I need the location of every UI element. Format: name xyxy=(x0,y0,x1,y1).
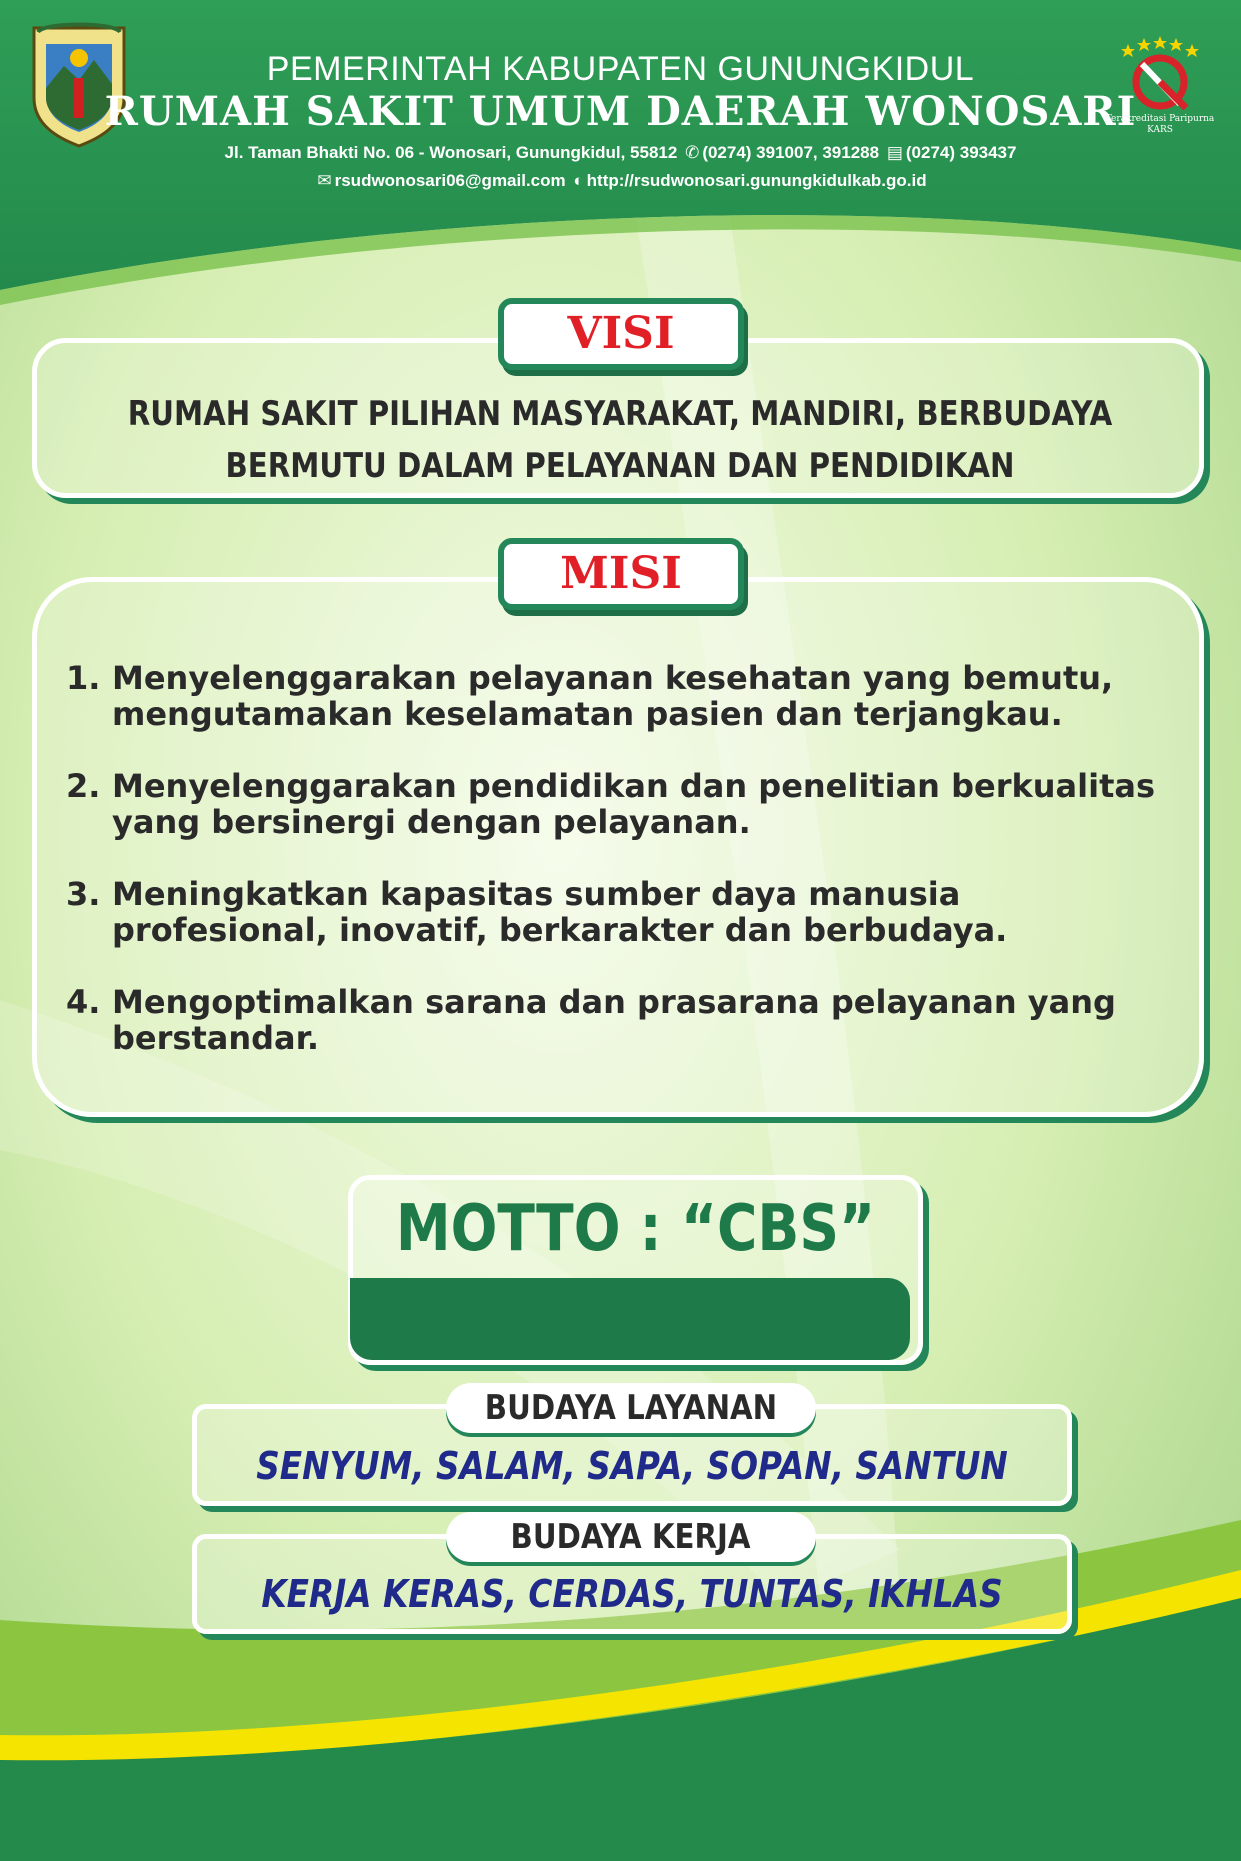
misi-item-text: Mengoptimalkan sarana dan prasarana pelayanan yang berstandar. xyxy=(112,983,1116,1057)
budaya-layanan-label xyxy=(446,1383,816,1433)
address-line xyxy=(0,143,1241,163)
misi-item-number: 3. xyxy=(66,875,101,913)
visi-line-2: BERMUTU DALAM PELAYANAN DAN PENDIDIKAN xyxy=(225,446,1015,486)
visi-line-1: RUMAH SAKIT PILIHAN MASYARAKAT, MANDIRI, BERBUDAYA xyxy=(127,394,1113,434)
budaya-layanan-label-text: BUDAYA LAYANAN xyxy=(484,1388,778,1428)
phone-text: (0274) 391007, 391288 xyxy=(702,143,880,162)
email-icon: ✉ xyxy=(317,171,332,190)
website-text: http://rsudwonosari.gunungkidulkab.go.id xyxy=(586,171,927,190)
misi-item-text: Menyelenggarakan pelayanan kesehatan yang bemutu, mengutamakan keselamatan pasien dan terjangkau. xyxy=(112,659,1114,733)
government-title: PEMERINTAH KABUPATEN GUNUNGKIDUL xyxy=(266,50,975,88)
accreditation-text: Terakreditasi Paripurna xyxy=(1105,114,1215,124)
budaya-layanan-values: SENYUM, SALAM, SAPA, SOPAN, SANTUN xyxy=(256,1444,1008,1488)
misi-item xyxy=(66,768,1186,840)
email-text: rsudwonosari06@gmail.com xyxy=(334,171,566,190)
budaya-kerja-values: KERJA KERAS, CERDAS, TUNTAS, IKHLAS xyxy=(261,1572,1003,1616)
misi-item xyxy=(66,660,1186,732)
misi-item-number: 1. xyxy=(66,659,101,697)
motto-subtitle-pill xyxy=(350,1278,910,1360)
hospital-name: RUMAH SAKIT UMUM DAERAH WONOSARI xyxy=(104,88,1137,135)
misi-item xyxy=(66,984,1186,1056)
misi-item-number: 2. xyxy=(66,767,101,805)
address-text: Jl. Taman Bhakti No. 06 - Wonosari, Gunungkidul, 55812 xyxy=(224,143,678,162)
misi-item xyxy=(66,876,1186,948)
visi-statement xyxy=(121,388,1119,492)
misi-item-text: Meningkatkan kapasitas sumber daya manusia profesional, inovatif, berkarakter dan berbudaya. xyxy=(112,875,1008,949)
budaya-kerja-label xyxy=(446,1512,816,1562)
accreditation-body-text: KARS xyxy=(1147,125,1173,135)
phone-icon: ✆ xyxy=(685,143,700,162)
misi-item-number: 4. xyxy=(66,983,101,1021)
budaya-kerja-label-text: BUDAYA KERJA xyxy=(511,1517,751,1557)
motto-title: MOTTO : “CBS” xyxy=(395,1192,876,1266)
globe-icon: ◐ xyxy=(573,171,584,190)
fax-icon: ▤ xyxy=(886,143,903,162)
misi-item-text: Menyelenggarakan pendidikan dan penelitian berkualitas yang bersinergi dengan pelayanan. xyxy=(112,767,1156,841)
contact-line xyxy=(0,171,1241,191)
misi-list xyxy=(66,660,1186,1092)
misi-title: MISI xyxy=(498,538,744,610)
fax-text: (0274) 393437 xyxy=(905,143,1017,162)
visi-title: VISI xyxy=(498,298,744,370)
